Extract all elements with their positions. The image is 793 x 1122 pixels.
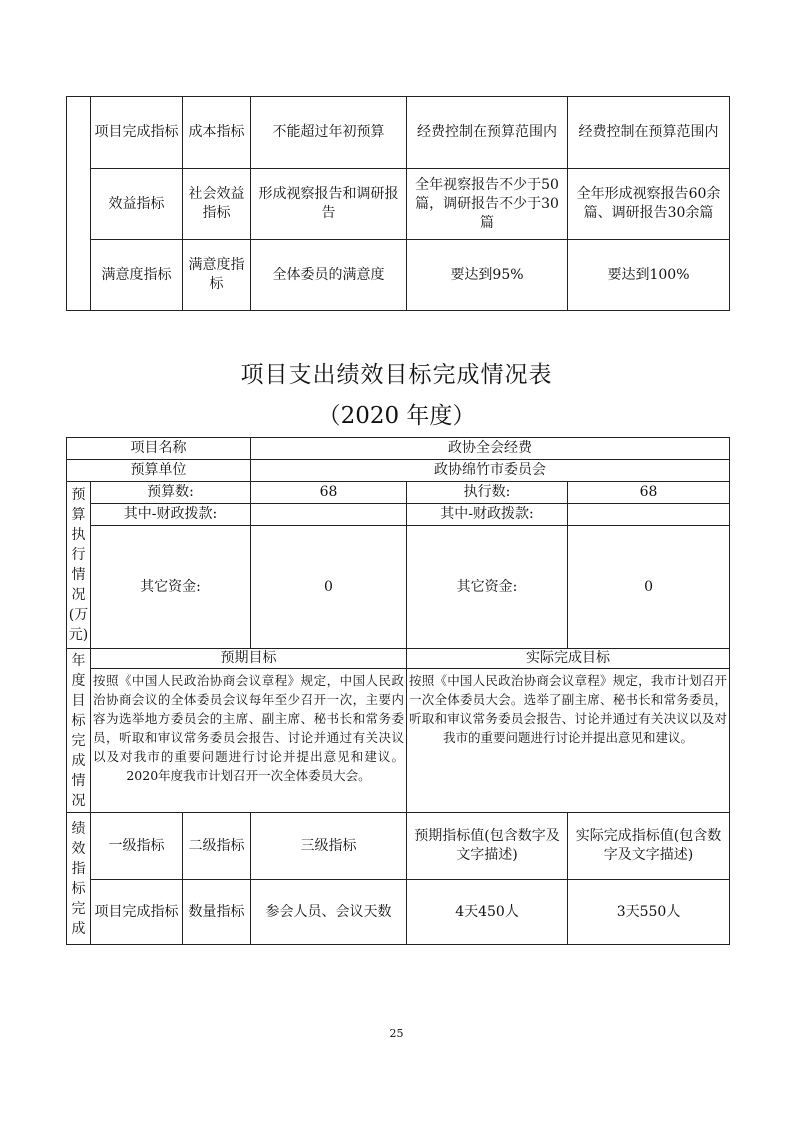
level2-cell: 成本指标 [183, 97, 251, 169]
budget-unit-label: 预算单位 [67, 460, 251, 482]
expected-value-cell: 要达到95% [407, 240, 568, 311]
table-row [67, 460, 730, 482]
level1-cell: 项目完成指标 [91, 97, 183, 169]
col-actual-header: 实际完成指标值(包含数字及文字描述) [568, 813, 730, 880]
table-row [67, 482, 730, 504]
page-number: 25 [389, 1027, 404, 1040]
expected-value-cell: 经费控制在预算范围内 [407, 97, 568, 169]
expected-goal-header: 预期目标 [91, 649, 407, 669]
level3-cell: 形成视察报告和调研报告 [251, 169, 407, 240]
level2-cell: 满意度指标 [183, 240, 251, 311]
expected-goal-text: 按照《中国人民政治协商会议章程》规定，中国人民政治协商会议的全体委员会议每年至少召开一次，主要内容为选举地方委员会的主席、副主席、秘书长和常务委员，听取和审议常务委员会报告、讨论并通过有关决议以及对我市的重要问题进行讨论并提出意见和建议。2020年度我市计划召开一次全体委员大会。 [91, 669, 407, 813]
table-row [67, 169, 730, 240]
col-level2-header: 二级指标 [183, 813, 251, 880]
annual-goal-label: 年度目标完成情况 [67, 649, 91, 813]
table-row [67, 813, 730, 880]
table-row [67, 438, 730, 460]
level2-cell: 社会效益指标 [183, 169, 251, 240]
level1-cell: 效益指标 [91, 169, 183, 240]
table-row [67, 649, 730, 669]
actual-value-cell: 3天550人 [568, 880, 730, 945]
table-row [67, 240, 730, 311]
level3-cell: 全体委员的满意度 [251, 240, 407, 311]
table-row [67, 880, 730, 945]
col-expected-header: 预期指标值(包含数字及文字描述) [407, 813, 568, 880]
level3-cell: 不能超过年初预算 [251, 97, 407, 169]
actual-goal-text: 按照《中国人民政治协商会议章程》规定，我市计划召开一次全体委员大会。选举了副主席、秘书长和常务委员，听取和审议常务委员会报告、讨论并通过有关决议以及对我市的重要问题进行讨论并提出意见和建议。 [407, 669, 730, 813]
level3-cell: 参会人员、会议天数 [251, 880, 407, 945]
fiscal-value [251, 504, 407, 526]
other-funds-label-2: 其它资金: [407, 526, 568, 649]
exec-amount-value: 68 [568, 482, 730, 504]
other-funds-value: 0 [251, 526, 407, 649]
budget-exec-label: 预算执行情况(万元) [67, 482, 91, 649]
table-row [67, 669, 730, 813]
page-subtitle: （2020 年度） [317, 403, 476, 429]
perf-indicator-label: 绩效指标完成 [67, 813, 91, 945]
other-funds-label: 其它资金: [91, 526, 251, 649]
performance-table [66, 437, 730, 945]
level1-cell: 满意度指标 [91, 240, 183, 311]
expected-value-cell: 4天450人 [407, 880, 568, 945]
actual-goal-header: 实际完成目标 [407, 649, 730, 669]
actual-value-cell: 要达到100% [568, 240, 730, 311]
actual-value-cell: 全年形成视察报告60余篇、调研报告30余篇 [568, 169, 730, 240]
indicator-table-continued [66, 96, 730, 311]
table-row [67, 504, 730, 526]
other-funds-value-2: 0 [568, 526, 730, 649]
col-level3-header: 三级指标 [251, 813, 407, 880]
col-level1-header: 一级指标 [91, 813, 183, 880]
level2-cell: 数量指标 [183, 880, 251, 945]
fiscal-label: 其中-财政拨款: [91, 504, 251, 526]
actual-value-cell: 经费控制在预算范围内 [568, 97, 730, 169]
exec-amount-label: 执行数: [407, 482, 568, 504]
page-title: 项目支出绩效目标完成情况表 [240, 362, 553, 388]
table-row [67, 526, 730, 649]
project-name-value: 政协全会经费 [251, 438, 730, 460]
merged-label-cell [67, 97, 91, 311]
table-row [67, 97, 730, 169]
budget-amount-value: 68 [251, 482, 407, 504]
fiscal-value-2 [568, 504, 730, 526]
fiscal-label-2: 其中-财政拨款: [407, 504, 568, 526]
budget-amount-label: 预算数: [91, 482, 251, 504]
level1-cell: 项目完成指标 [91, 880, 183, 945]
budget-unit-value: 政协绵竹市委员会 [251, 460, 730, 482]
expected-value-cell: 全年视察报告不少于50篇，调研报告不少于30篇 [407, 169, 568, 240]
project-name-label: 项目名称 [67, 438, 251, 460]
